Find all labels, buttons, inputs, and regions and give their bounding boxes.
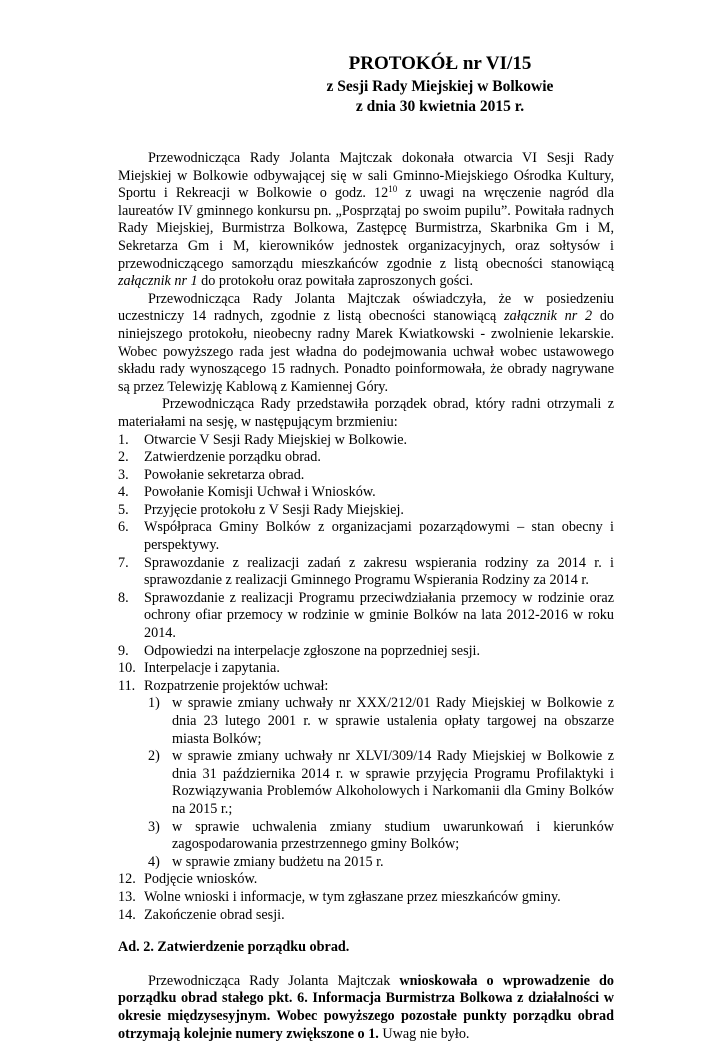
list-number: 12. <box>118 871 136 888</box>
paragraph-motion <box>118 973 614 1043</box>
resolution-list <box>118 695 614 871</box>
document-subtitle-session: z Sesji Rady Miejskiej w Bolkowie <box>326 78 554 95</box>
paragraph-opening <box>118 150 614 291</box>
agenda-item <box>118 643 614 661</box>
list-number: 3. <box>118 466 129 483</box>
agenda-item <box>118 660 614 678</box>
agenda-item <box>118 871 614 889</box>
agenda-item <box>118 590 614 643</box>
list-number: 7. <box>118 554 129 571</box>
list-item-text: Wolne wnioski i informacje, w tym zgłaszane przez mieszkańców gminy. <box>144 888 561 905</box>
list-number: 14. <box>118 906 136 923</box>
list-item-text: w sprawie zmiany budżetu na 2015 r. <box>172 853 384 870</box>
list-number: 9. <box>118 642 129 659</box>
agenda-list-continued <box>118 871 614 924</box>
paragraph-text: Uwag nie było. <box>378 1025 470 1042</box>
list-item-text: Zatwierdzenie porządku obrad. <box>144 449 321 466</box>
agenda-item <box>118 907 614 925</box>
resolution-item <box>118 819 614 854</box>
list-item-text: w sprawie zmiany uchwały nr XXX/212/01 Rady Miejskiej w Bolkowie z dnia 23 lutego 2001 r. w sprawie ustalenia opłaty targowej na obszarze miasta Bolków; <box>172 695 614 747</box>
document-subtitle-date: z dnia 30 kwietnia 2015 r. <box>355 98 525 115</box>
list-number: 6. <box>118 519 129 536</box>
list-item-text: Zakończenie obrad sesji. <box>144 906 285 923</box>
resolution-item <box>118 748 614 818</box>
paragraph-text: do niniejszego protokołu, nieobecny radny Marek Kwiatkowski - zwolnienie lekarskie. Wobec powyższego rada jest władna do podejmowania uchwał wobec ustawowego składu rady wynoszącego 15 radnych. Ponadto poinformowała, że obrady nagrywane są przez Telewizję Kablową z Kamiennej Góry. <box>118 308 614 395</box>
list-item-text: Rozpatrzenie projektów uchwał: <box>144 677 329 694</box>
list-number: 5. <box>118 501 129 518</box>
paragraph-quorum <box>118 291 614 397</box>
document-title: PROTOKÓŁ nr VI/15 <box>348 53 532 74</box>
agenda-item <box>118 889 614 907</box>
paragraph-text: do protokołu oraz powitała zaproszonych gości. <box>197 273 474 290</box>
list-item-text: Interpelacje i zapytania. <box>144 660 280 677</box>
list-item-text: Powołanie Komisji Uchwał i Wniosków. <box>144 484 376 501</box>
list-item-text: Przyjęcie protokołu z V Sesji Rady Miejskiej. <box>144 501 404 518</box>
attachment-reference: załącznik nr 1 <box>118 273 198 290</box>
motion-text-bold: wnioskowała o wprowadzenie do porządku obrad stałego pkt. 6. Informacja Burmistrza Bolkowa z działalności w okresie międzysesyjnym. Wobec powyższego pozostałe punkty porządku obrad otrzymają kolejnie numery zwiększone o 1. <box>118 972 615 1042</box>
resolution-item <box>118 854 614 872</box>
list-item-text: w sprawie zmiany uchwały nr XLVI/309/14 Rady Miejskiej w Bolkowie z dnia 31 października 2014 r. w sprawie przyjęcia Programu Profilaktyki i Rozwiązywania Problemów Alkoholowych i Narkomanii dla Gminy Bolków na 2015 r.; <box>172 748 614 817</box>
list-item-text: Współpraca Gminy Bolków z organizacjami pozarządowymi – stan obecny i perspektywy. <box>144 519 614 554</box>
list-number: 3) <box>148 818 160 835</box>
agenda-item <box>118 484 614 502</box>
list-item-text: Otwarcie V Sesji Rady Miejskiej w Bolkowie. <box>144 431 408 448</box>
agenda-item <box>118 555 614 590</box>
list-number: 1. <box>118 431 129 448</box>
attachment-reference: załącznik nr 2 <box>504 308 593 325</box>
time-superscript: 10 <box>388 184 398 195</box>
list-item-text: Sprawozdanie z realizacji zadań z zakresu wspierania rodziny za 2014 r. i sprawozdanie z realizacji Gminnego Programu Wspierania Rodziny za 2014 r. <box>144 554 614 589</box>
list-number: 1) <box>148 695 160 712</box>
list-number: 10. <box>118 660 136 677</box>
list-number: 4) <box>148 853 160 870</box>
paragraph-text: Przewodnicząca Rady Jolanta Majtczak dokonała otwarcia VI Sesji Rady Miejskiej w Bolkowie odbywającej się w sali Gminno-Miejskiego Ośrodka Kultury, Sportu i Rekreacji w Bolkowie o godz. 12 <box>118 150 614 202</box>
agenda-item <box>118 432 614 450</box>
agenda-item <box>118 502 614 520</box>
paragraph-agenda-intro: Przewodnicząca Rady przedstawiła porządek obrad, który radni otrzymali z materiałami na sesję, w następującym brzmieniu: <box>118 396 614 430</box>
document-body <box>118 150 614 1043</box>
list-number: 2. <box>118 449 129 466</box>
agenda-item <box>118 678 614 696</box>
list-number: 13. <box>118 888 136 905</box>
agenda-item <box>118 467 614 485</box>
list-number: 11. <box>118 677 136 694</box>
list-item-text: Sprawozdanie z realizacji Programu przeciwdziałania przemocy w rodzinie oraz ochrony ofiar przemocy w rodzinie w gminie Bolków na lata 2012-2016 w roku 2014. <box>144 589 614 642</box>
agenda-item <box>118 519 614 554</box>
paragraph-text: z uwagi na wręczenie nagród dla laureatów IV gminnego konkursu pn. „Posprzątaj po swoim pupilu”. Powitała radnych Rady Miejskiej, Burmistrza Bolkowa, Zastępcę Burmistrza, Skarbnika Gm i M, Sekretarza Gm i M, kierowników jednostek organizacyjnych, oraz sołtysów i przewodniczącego samorządu mieszkańców zgodnie z listą obecności stanowiącą <box>118 185 614 272</box>
list-number: 4. <box>118 484 129 501</box>
list-number: 2) <box>148 748 160 765</box>
paragraph-text: Przewodnicząca Rady Jolanta Majtczak oświadczyła, że w posiedzeniu uczestniczy 14 radnych, zgodnie z listą obecności stanowiącą <box>118 290 614 325</box>
list-item-text: Powołanie sekretarza obrad. <box>144 466 305 483</box>
paragraph-text: Przewodnicząca Rady Jolanta Majtczak <box>148 972 400 989</box>
agenda-list <box>118 432 614 696</box>
section-heading-ad2: Ad. 2. Zatwierdzenie porządku obrad. <box>118 939 350 956</box>
list-item-text: w sprawie uchwalenia zmiany studium uwarunkowań i kierunków zagospodarowania przestrzennego gminy Bolków; <box>172 818 614 853</box>
list-item-text: Podjęcie wniosków. <box>144 871 258 888</box>
list-item-text: Odpowiedzi na interpelacje zgłoszone na poprzedniej sesji. <box>144 642 481 659</box>
agenda-item <box>118 449 614 467</box>
resolution-item <box>118 695 614 748</box>
list-number: 8. <box>118 589 129 606</box>
